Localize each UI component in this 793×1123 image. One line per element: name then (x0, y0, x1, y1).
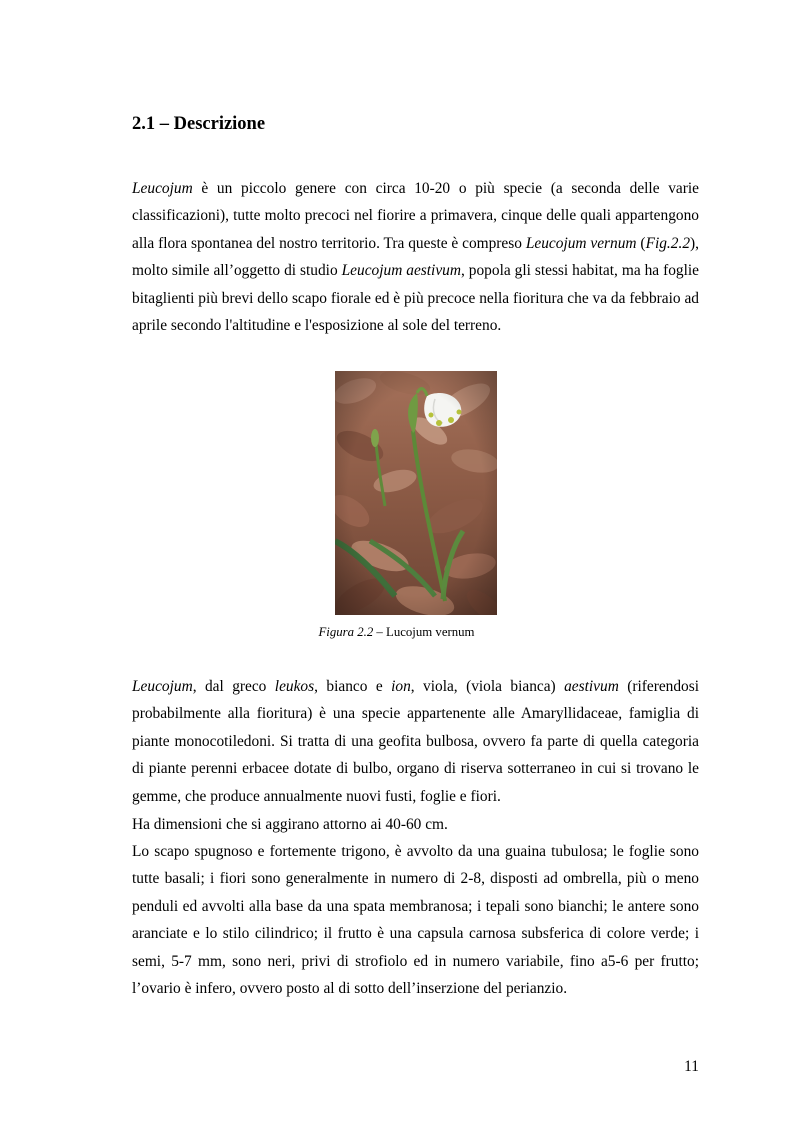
figure-photo-leucojum-vernum (335, 371, 497, 615)
paragraph-text: , viola, (viola bianca) (410, 678, 565, 695)
paragraph-etymology (132, 673, 699, 810)
plant-photo-image (335, 371, 497, 615)
species-name: Leucojum vernum (525, 234, 637, 252)
paragraph-text: (riferendosi probabilmente alla fioritura) è una specie appartenente alle Amaryllidaceae, famiglia di piante monocotiledoni. Si tratta di una geofita bulbosa, ovvero fa parte di quella categoria di piante perenni erbacee dotate di bulbo, organo di riserva sotterraneo in cui si trovano le gemme, che produce annualmente nuovi fusti, foglie e fiori. (132, 678, 700, 805)
figure-reference: Fig.2.2 (645, 234, 691, 252)
paragraph-description (132, 175, 699, 339)
genus-name: Leucojum (132, 678, 193, 695)
paragraph-text: , popola gli stessi habitat, ma ha foglie bitaglienti più brevi dello scapo fiorale ed è più precoce nella fioritura che va da febbraio ad aprile secondo l'altitudine e l'esposizione al sole del terreno. (132, 262, 699, 335)
paragraph-text: è un piccolo genere con circa 10-20 o più specie (a seconda delle varie classificazioni), tutte molto precoci nel fiorire a primavera, cinque delle quali appartengono alla flora spontanea del nostro territorio. Tra queste è compreso (132, 180, 699, 252)
figure-caption-text: – Lucojum vernum (373, 625, 475, 639)
paragraph-text: ( (636, 234, 646, 252)
figure-caption (0, 625, 793, 640)
species-name: Leucojum aestivum (341, 262, 461, 280)
section-heading: 2.1 – Descrizione (132, 114, 266, 134)
greek-word: ion (391, 678, 411, 695)
figure-caption-label: Figura 2.2 (318, 625, 374, 639)
paragraph-text: , dal greco (192, 678, 275, 695)
paragraph-dimensions: Ha dimensioni che si aggirano attorno ai 40-60 cm. (132, 816, 448, 833)
paragraph-morphology: Lo scapo spugnoso e fortemente trigono, è avvolto da una guaina tubulosa; le foglie sono tutte basali; i fiori sono generalmente in numero di 2-8, disposti ad ombrella, più o meno penduli ed avvolti alla base da una spata membranosa; i tepali sono bianchi; le antere sono aranciate e lo stilo cilindrico; il frutto è una capsula carnosa subsferica di colore verde; i semi, 5-7 mm, sono neri, privi di strofiolo ed in numero variabile, fino a5-6 per frutto; l’ovario è infero, ovvero posto al di sotto dell’inserzione del perianzio. (132, 843, 699, 998)
paragraph-text: , bianco e (314, 678, 392, 695)
species-epithet: aestivum (564, 678, 619, 695)
greek-word: leukos (274, 678, 315, 695)
paragraph-text: ), molto simile all’oggetto di studio (132, 234, 700, 280)
genus-name: Leucojum (132, 180, 193, 197)
page-number: 11 (684, 1058, 699, 1075)
